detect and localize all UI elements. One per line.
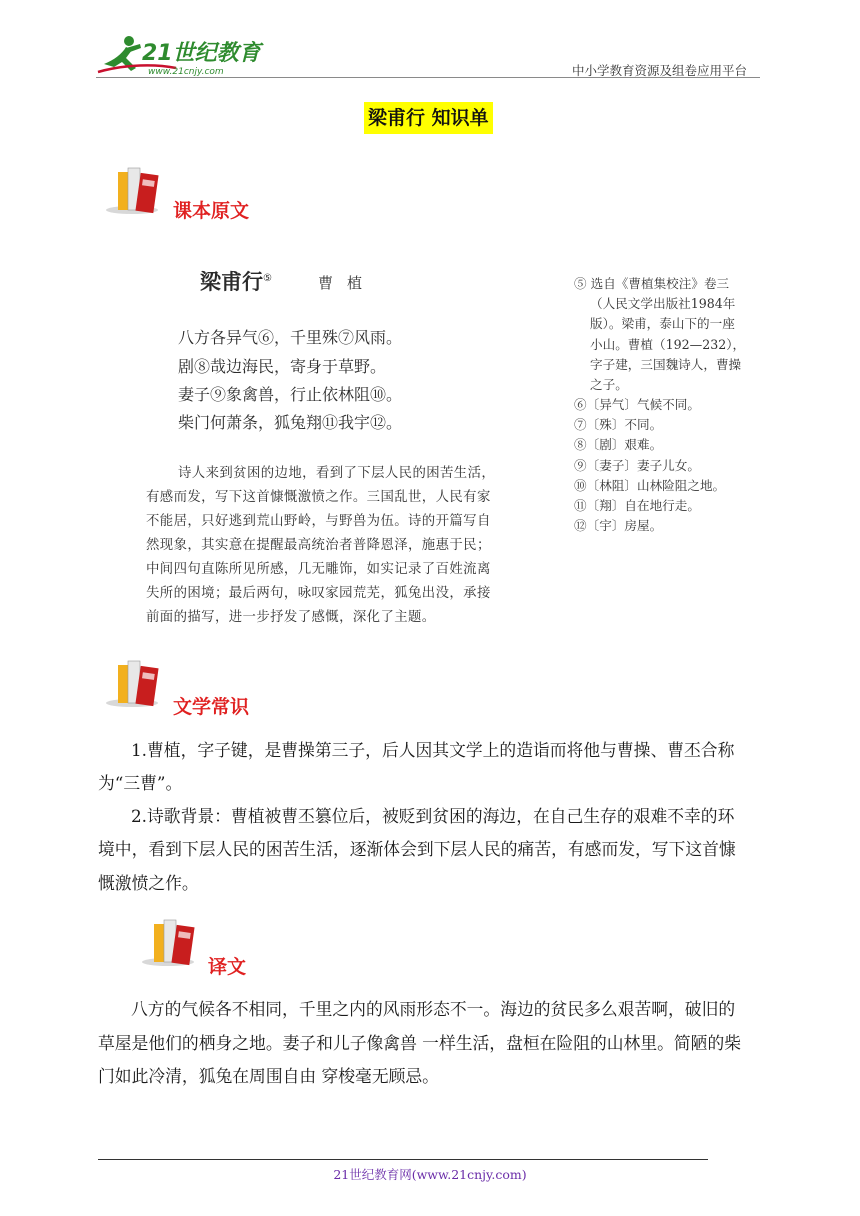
poem-title-text: 梁甫行	[200, 269, 263, 294]
poem-line: 妻子⑨象禽兽，行止依林阻⑩。	[178, 385, 403, 404]
footnote-line: ⑦〔殊〕不同。	[574, 417, 663, 432]
footnote-line: ⑫〔宇〕房屋。	[574, 518, 663, 533]
translation-line: 草屋是他们的栖身之地。妻子和儿子像禽兽 一样生活，盘桓在险阻的山林里。简陋的柴	[98, 1033, 742, 1053]
footer-divider	[98, 1159, 708, 1160]
commentary-line: 失所的困境；最后两句，咏叹家园荒芜，狐兔出没，承接	[146, 586, 491, 601]
literature-line: 为“三曹”。	[98, 773, 183, 793]
site-logo	[96, 34, 266, 78]
poem-line: 八方各异气⑥，千里殊⑦风雨。	[178, 328, 403, 347]
translation-line: 门如此冷清，狐兔在周围自由 穿梭毫无顾忌。	[98, 1066, 439, 1086]
footnote-line: ⑤ 选自《曹植集校注》卷三	[574, 276, 730, 291]
section-title-translation: 译文	[208, 956, 247, 978]
commentary-line: 不能居，只好逃到荒山野岭，与野兽为伍。诗的开篇写自	[146, 514, 491, 529]
header-divider	[96, 77, 760, 78]
footnote-line: ⑧〔剧〕艰难。	[574, 437, 663, 452]
literature-line: 境中，看到下层人民的困苦生活，逐渐体会到下层人民的痛苦，有感而发，写下这首慷	[98, 839, 736, 859]
poem-title	[200, 266, 272, 296]
footnote-line: ⑩〔林阻〕山林险阻之地。	[574, 478, 726, 493]
literature-line: 1.曹植，字子键，是曹操第三子，后人因其文学上的造诣而将他与曹操、曹丕合称	[131, 740, 735, 760]
commentary-line: 有感而发，写下这首慷慨激愤之作。三国乱世，人民有家	[146, 490, 491, 505]
page-title: 梁甫行 知识单	[364, 102, 493, 134]
footnote-line: 之子。	[590, 377, 628, 392]
footnote-line: ⑪〔翔〕自在地行走。	[574, 498, 700, 513]
section-title-original-text: 课本原文	[173, 200, 250, 222]
translation-line: 八方的气候各不相同，千里之内的风雨形态不一。海边的贫民多么艰苦啊，破旧的	[131, 999, 736, 1019]
literature-line: 慨激愤之作。	[98, 873, 199, 893]
commentary-line: 前面的描写，进一步抒发了感慨，深化了主题。	[146, 610, 436, 625]
footnote-line: （人民文学出版社1984年	[590, 296, 736, 311]
poem-line: 剧⑧哉边海民，寄身于草野。	[178, 357, 387, 376]
books-icon	[104, 162, 166, 218]
literature-line: 2.诗歌背景：曹植被曹丕篡位后，被贬到贫困的海边，在自己生存的艰难不幸的环	[131, 806, 735, 826]
poem-line: 柴门何萧条，狐兔翔⑪我宇⑫。	[178, 413, 403, 432]
commentary-line: 中间四句直陈所见所感，几无雕饰，如实记录了百姓流离	[146, 562, 491, 577]
header-platform-text: 中小学教育资源及组卷应用平台	[572, 63, 748, 78]
poem-title-note-mark: ⑤	[263, 273, 272, 284]
logo-text: 21世纪教育	[142, 41, 261, 66]
footnote-line: 字子建，三国魏诗人，曹操	[590, 357, 742, 372]
footnote-line: ⑨〔妻子〕妻子儿女。	[574, 458, 700, 473]
section-title-literature: 文学常识	[173, 696, 250, 718]
commentary-line: 诗人来到贫困的边地，看到了下层人民的困苦生活，	[178, 466, 496, 481]
poem-author: 曹植	[318, 274, 377, 292]
footnote-line: 小山。曹植（192—232），	[590, 337, 746, 352]
footnote-line: ⑥〔异气〕气候不同。	[574, 397, 700, 412]
books-icon	[104, 655, 166, 711]
logo-url: www.21cnjy.com	[148, 67, 224, 77]
books-icon	[140, 914, 202, 970]
footnote-line: 版）。梁甫，泰山下的一座	[590, 316, 735, 331]
commentary-line: 然现象，其实意在提醒最高统治者普降恩泽，施惠于民；	[146, 538, 491, 553]
footer-link[interactable]: 21世纪教育网(www.21cnjy.com)	[333, 1167, 527, 1182]
